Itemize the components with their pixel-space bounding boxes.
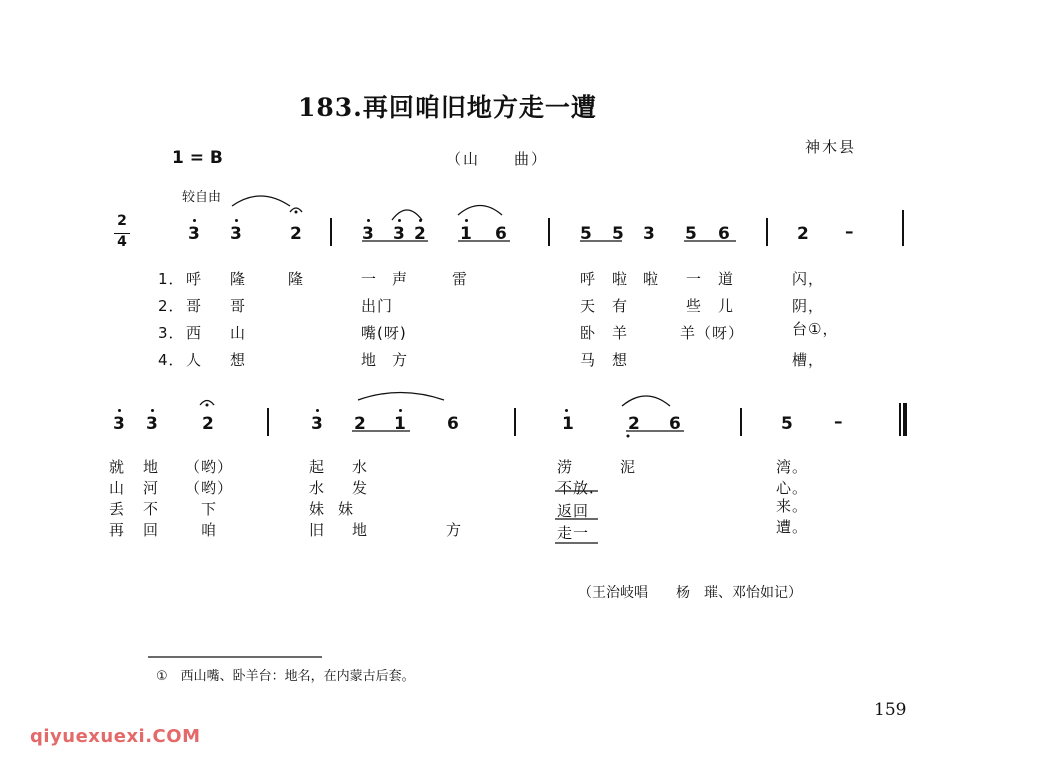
performer-credit: （王治岐唱 杨 璀、邓怡如记） (578, 585, 802, 601)
lyric: 一 (361, 270, 378, 288)
time-signature-bottom: 4 (117, 234, 127, 250)
region-label: 神木县 (805, 138, 857, 156)
lyric: 河 (143, 479, 160, 497)
lyric: 出门 (361, 297, 394, 315)
lyric: 再 (109, 521, 126, 539)
genre-label: （山 曲） (446, 150, 549, 168)
lyric: 隆 (230, 270, 247, 288)
lyric: （哟） (185, 479, 234, 497)
lyric: 丢 (109, 500, 126, 518)
lyric: 槽， (792, 351, 825, 369)
lyric: 回 (143, 521, 160, 539)
lyric: 不放． (557, 479, 606, 497)
slur-arc (622, 396, 670, 406)
lyric: 啦 (612, 270, 629, 288)
note: 2 (202, 414, 214, 434)
lyric: 羊 (612, 324, 629, 342)
lyric: 心。 (776, 479, 809, 497)
lyric: 水 (352, 458, 369, 476)
verse-number: 1． (158, 270, 185, 288)
note: 3 (146, 414, 158, 434)
lyric: 一 (686, 270, 703, 288)
extension-dash: – (834, 412, 843, 432)
lyric: 泥 (620, 458, 637, 476)
lyric: 走一 (557, 524, 590, 542)
tempo-marking: 较自由 (182, 190, 222, 205)
note: 3 (362, 224, 374, 244)
lyric: 山 (230, 324, 247, 342)
note: 2 (797, 224, 809, 244)
lyric: 些 (686, 297, 703, 315)
note: 1 (394, 414, 406, 434)
lyric: 来。 (776, 497, 809, 515)
slur-arc (458, 206, 502, 216)
lyric: 嘴(呀) (361, 324, 407, 342)
lyric: 儿 (718, 297, 735, 315)
lyric: 想 (230, 351, 247, 369)
lyric: 山 (109, 479, 126, 497)
note: 2 (628, 414, 640, 434)
lyric: 起 (309, 458, 326, 476)
note: 3 (188, 224, 200, 244)
lyric: 地 (352, 521, 369, 539)
slur-arc (358, 393, 444, 401)
verse-number: 4． (158, 351, 185, 369)
note: 2 (414, 224, 426, 244)
lyric: 呼 (580, 270, 597, 288)
note: 3 (113, 414, 125, 434)
lyric: 地 (143, 458, 160, 476)
lyric: 方 (446, 521, 463, 539)
lyric: 天 (580, 297, 597, 315)
lyric: 想 (612, 351, 629, 369)
lyric: 羊（呀） (680, 324, 745, 342)
lyric: 声 (392, 270, 409, 288)
lyric: 人 (186, 351, 203, 369)
tie-arc (232, 196, 290, 206)
verse-number: 2． (158, 297, 185, 315)
note: 5 (685, 224, 697, 244)
verse-number: 3． (158, 324, 185, 342)
lyric: 西 (186, 324, 203, 342)
lyric: （哟） (185, 458, 234, 476)
lyric: 哥 (186, 297, 203, 315)
lyric: 发 (352, 479, 369, 497)
note: 3 (311, 414, 323, 434)
note: 6 (718, 224, 730, 244)
note: 6 (447, 414, 459, 434)
lyric: 就 (109, 458, 126, 476)
lyric: 旧 (309, 521, 326, 539)
lyric: 方 (392, 351, 409, 369)
lyric: 阴， (792, 297, 825, 315)
lyric: 妹 (338, 500, 355, 518)
lyric: 雷 (452, 270, 469, 288)
lyric: 马 (580, 351, 597, 369)
note: 5 (781, 414, 793, 434)
time-signature-top: 2 (117, 213, 127, 229)
slur-arc (392, 210, 422, 220)
note: 3 (643, 224, 655, 244)
lyric: 道 (718, 270, 735, 288)
lyric: 咱 (201, 521, 218, 539)
note: 1 (562, 414, 574, 434)
lyric: 不 (143, 500, 160, 518)
note: 3 (393, 224, 405, 244)
lyric: 卧 (580, 324, 597, 342)
lyric: 妹 (309, 500, 326, 518)
lyric: 返回 (557, 502, 590, 520)
footnote: ① 西山嘴、卧羊台：地名，在内蒙古后套。 (156, 669, 415, 684)
note: 2 (290, 224, 302, 244)
song-title: 183.再回咱旧地方走一遭 (298, 93, 597, 122)
lyric: 湾。 (776, 458, 809, 476)
watermark: qiyuexuexi.COM (30, 726, 201, 747)
note: 6 (669, 414, 681, 434)
note: 6 (495, 224, 507, 244)
lyric: 台①， (792, 320, 839, 338)
lyric: 涝 (557, 458, 574, 476)
lyric: 隆 (288, 270, 305, 288)
note: 2 (354, 414, 366, 434)
lyric: 遭。 (776, 518, 809, 536)
note: 5 (580, 224, 592, 244)
lyric: 有 (612, 297, 629, 315)
lyric: 啦 (643, 270, 660, 288)
note: 1 (460, 224, 472, 244)
lyric: 闪， (792, 270, 825, 288)
lyric: 哥 (230, 297, 247, 315)
key-signature: 1 = B (172, 148, 223, 168)
lyric: 水 (309, 479, 326, 497)
lyric: 下 (201, 500, 218, 518)
lyric: 地 (361, 351, 378, 369)
extension-dash: – (845, 222, 854, 242)
page-number: 159 (874, 700, 907, 720)
note: 5 (612, 224, 624, 244)
note: 3 (230, 224, 242, 244)
lyric: 呼 (186, 270, 203, 288)
